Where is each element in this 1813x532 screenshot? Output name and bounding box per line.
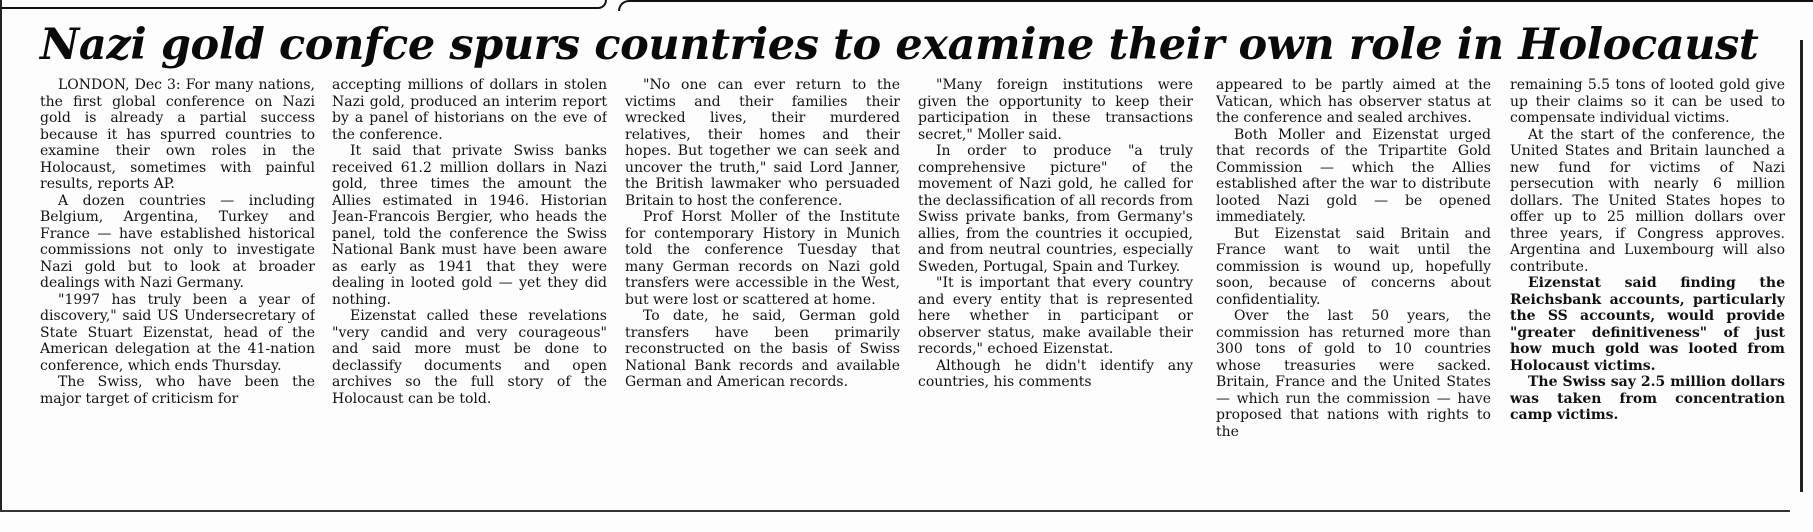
article-paragraph: "It is important that every country and every entity that is represented here whether in participant or observer status, make available their records," echoed Eizenstat. bbox=[918, 275, 1193, 357]
article-paragraph: Although he didn't identify any countries, his comments bbox=[918, 357, 1193, 390]
article-paragraph: But Eizenstat said Britain and France want to wait until the commission is wound up, hopefully soon, because of concerns about confidentiality. bbox=[1216, 225, 1491, 308]
column-1 bbox=[40, 77, 315, 507]
article-paragraph: Both Moller and Eizenstat urged that records of the Tripartite Gold Commission — which the Allies established after the war to distribute looted Nazi gold — be opened immediately. bbox=[1216, 126, 1491, 225]
article-paragraph: A dozen countries — including Belgium, Argentina, Turkey and France — have established historical commissions not only to investigate Nazi gold but to look at broader dealings with Nazi Germany. bbox=[40, 192, 315, 291]
article-paragraph: Eizenstat called these revelations "very candid and very courageous" and said more must be done to declassify documents and open archives so the full story of the Holocaust can be told. bbox=[332, 308, 607, 407]
column-2 bbox=[332, 77, 607, 507]
article-paragraph: To date, he said, German gold transfers have been primarily reconstructed on the basis of Swiss National Bank records and available German and American records. bbox=[625, 308, 900, 390]
article-paragraph: accepting millions of dollars in stolen Nazi gold, produced an interim report by a panel of historians on the eve of the conference. bbox=[332, 77, 607, 143]
column-4 bbox=[918, 77, 1193, 507]
article-paragraph: LONDON, Dec 3: For many nations, the first global conference on Nazi gold is already a partial success because it has spurred countries to examine their own roles in the Holocaust, sometimes with painful results, reports AP. bbox=[40, 77, 315, 192]
column-6 bbox=[1510, 77, 1785, 507]
article-paragraph: "1997 has truly been a year of discovery," said US Undersecretary of State Stuart Eizenstat, head of the American delegation at the 41-nation conference, which ends Thursday. bbox=[40, 291, 315, 374]
top-left-rule bbox=[0, 0, 607, 9]
article-paragraph: It said that private Swiss banks received 61.2 million dollars in Nazi gold, three times the amount the Allies estimated in 1946. Historian Jean-Francois Bergier, who heads the panel, told the conference the Swiss National Bank must have been aware as early as 1941 that they were dealing in looted gold — yet they did nothing. bbox=[332, 143, 607, 308]
article-paragraph: Over the last 50 years, the commission has returned more than 300 tons of gold to 10 countries whose treasuries were sacked. Britain, France and the United States — which run the commission — have proposed that nations with rights to the bbox=[1216, 308, 1491, 440]
article-paragraph: The Swiss say 2.5 million dollars was taken from concentration camp victims. bbox=[1510, 374, 1785, 423]
right-border bbox=[1800, 40, 1803, 492]
headline: Nazi gold confce spurs countries to examine their own role in Holocaust bbox=[40, 20, 1759, 70]
article-paragraph: appeared to be partly aimed at the Vatican, which has observer status at the conference and sealed archives. bbox=[1216, 77, 1491, 126]
article-paragraph: "No one can ever return to the victims and their families their wrecked lives, their murdered relatives, their homes and their hopes. But together we can seek and uncover the truth," said Lord Janner, the British lawmaker who persuaded Britain to host the conference. bbox=[625, 77, 900, 209]
top-right-rule bbox=[618, 0, 1813, 11]
column-3 bbox=[625, 77, 900, 507]
column-5 bbox=[1216, 77, 1491, 507]
article-paragraph: Prof Horst Moller of the Institute for contemporary History in Munich told the conference Tuesday that many German records on Nazi gold transfers were accessible in the West, but were lost or scattered at home. bbox=[625, 209, 900, 308]
article-paragraph: "Many foreign institutions were given the opportunity to keep their participation in these transactions secret," Moller said. bbox=[918, 77, 1193, 143]
article-paragraph: Eizenstat said finding the Reichsbank accounts, particularly the SS accounts, would provide "greater definitiveness" of just how much gold was looted from Holocaust victims. bbox=[1510, 275, 1785, 374]
article-paragraph: The Swiss, who have been the major target of criticism for bbox=[40, 374, 315, 407]
article-paragraph: In order to produce "a truly comprehensive picture" of the movement of Nazi gold, he called for the declassification of all records from Swiss private banks, from Germany's allies, from the countries it occupied, and from neutral countries, especially Sweden, Portugal, Spain and Turkey. bbox=[918, 143, 1193, 275]
article-paragraph: At the start of the conference, the United States and Britain launched a new fund for victims of Nazi persecution with nearly 6 million dollars. The United States hopes to offer up to 25 million dollars over three years, if Congress approves. Argentina and Luxembourg will also contribute. bbox=[1510, 126, 1785, 275]
article-body bbox=[0, 77, 1800, 507]
bottom-border bbox=[0, 510, 1790, 512]
article-paragraph: remaining 5.5 tons of looted gold give up their claims so it can be used to compensate individual victims. bbox=[1510, 77, 1785, 126]
